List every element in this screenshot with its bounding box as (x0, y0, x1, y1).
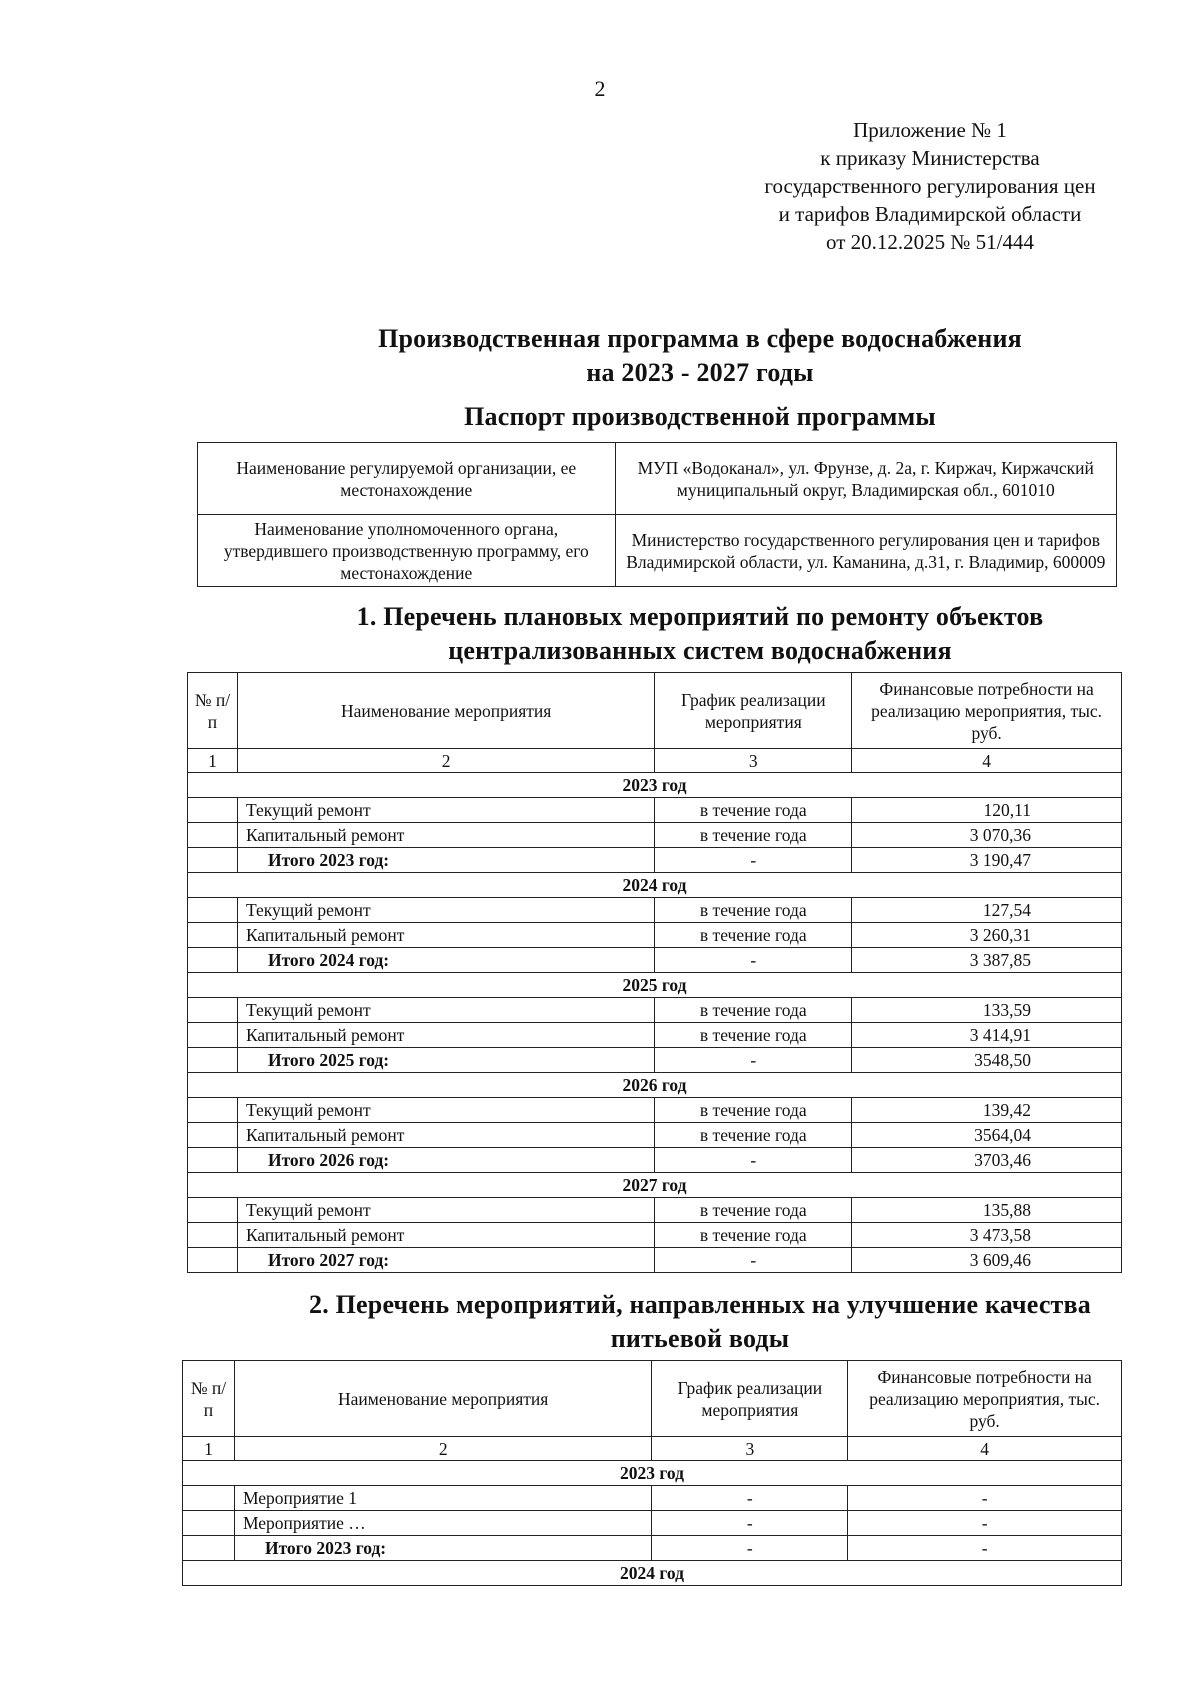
page-number: 2 (594, 76, 606, 101)
passport-table (197, 442, 1117, 587)
total-row (183, 1536, 1122, 1561)
schedule: в течение года (655, 1223, 852, 1248)
total-amount: 3 387,85 (852, 948, 1122, 973)
year-label: 2027 год (188, 1173, 1122, 1198)
schedule: - (655, 1148, 852, 1173)
amount: - (848, 1511, 1122, 1536)
passport-label: Наименование уполномоченного органа, утвердившего производственную программу, его местонахождение (198, 515, 616, 587)
year-label: 2024 год (188, 873, 1122, 898)
appendix-line: государственного регулирования цен (764, 174, 1096, 198)
total-row (188, 1048, 1122, 1073)
col-number: 4 (852, 749, 1122, 773)
activity-name: Капитальный ремонт (237, 1023, 654, 1048)
table-row (188, 1223, 1122, 1248)
total-label: Итого 2023 год: (237, 848, 654, 873)
row-number (183, 1536, 235, 1561)
year-row (183, 1461, 1122, 1486)
row-number (188, 798, 238, 823)
appendix-line: от 20.12.2025 № 51/444 (825, 230, 1035, 254)
year-label: 2024 год (183, 1561, 1122, 1586)
main-title (300, 322, 1100, 390)
col-number: 1 (188, 749, 238, 773)
total-amount: - (848, 1536, 1122, 1561)
passport-row (198, 515, 1117, 587)
year-label: 2023 год (183, 1461, 1122, 1486)
table-header-row (188, 673, 1122, 749)
total-amount: 3 609,46 (852, 1248, 1122, 1273)
year-row (188, 1073, 1122, 1098)
amount: 135,88 (852, 1198, 1122, 1223)
row-number (183, 1486, 235, 1511)
section1-title-line2: централизованных систем водоснабжения (448, 636, 952, 665)
total-row (188, 948, 1122, 973)
table-row (188, 1198, 1122, 1223)
schedule: - (655, 948, 852, 973)
total-label: Итого 2024 год: (237, 948, 654, 973)
schedule: в течение года (655, 823, 852, 848)
appendix-line: Приложение № 1 (853, 118, 1007, 142)
activity-name: Капитальный ремонт (237, 823, 654, 848)
schedule: в течение года (655, 923, 852, 948)
table-row (188, 1023, 1122, 1048)
schedule: - (652, 1536, 848, 1561)
table-row (188, 923, 1122, 948)
col-number: 3 (652, 1437, 848, 1461)
activity-name: Мероприятие … (234, 1511, 651, 1536)
section2-table (182, 1360, 1122, 1586)
passport-title: Паспорт производственной программы (464, 402, 936, 431)
row-number (188, 998, 238, 1023)
col-number: 2 (237, 749, 654, 773)
row-number (188, 1048, 238, 1073)
row-number (188, 948, 238, 973)
passport-value: МУП «Водоканал», ул. Фрунзе, д. 2а, г. Киржач, Киржачский муниципальный округ, Владимирская обл., 601010 (615, 443, 1116, 515)
table-row (183, 1486, 1122, 1511)
header-cell: График реализации мероприятия (655, 673, 852, 749)
row-number (188, 1248, 238, 1273)
total-label: Итого 2027 год: (237, 1248, 654, 1273)
schedule: в течение года (655, 1123, 852, 1148)
schedule: - (652, 1486, 848, 1511)
row-number (188, 1198, 238, 1223)
schedule: в течение года (655, 1023, 852, 1048)
schedule: в течение года (655, 998, 852, 1023)
activity-name: Мероприятие 1 (234, 1486, 651, 1511)
row-number (188, 1223, 238, 1248)
schedule: в течение года (655, 798, 852, 823)
appendix-block (720, 116, 1140, 256)
activity-name: Текущий ремонт (237, 1098, 654, 1123)
schedule: в течение года (655, 1098, 852, 1123)
header-cell: Финансовые потребности на реализацию мероприятия, тыс. руб. (848, 1361, 1122, 1437)
total-row (188, 1148, 1122, 1173)
passport-value: Министерство государственного регулирования цен и тарифов Владимирской области, ул. Каманина, д.31, г. Владимир, 600009 (615, 515, 1116, 587)
amount: 3 070,36 (852, 823, 1122, 848)
section2-title-line2: питьевой воды (610, 1324, 790, 1353)
year-label: 2025 год (188, 973, 1122, 998)
amount: 127,54 (852, 898, 1122, 923)
total-row (188, 1248, 1122, 1273)
table-row (183, 1511, 1122, 1536)
table-row (188, 998, 1122, 1023)
section2-title-line1: 2. Перечень мероприятий, направленных на улучшение качества (309, 1290, 1091, 1319)
schedule: в течение года (655, 1198, 852, 1223)
table-row (188, 798, 1122, 823)
activity-name: Текущий ремонт (237, 998, 654, 1023)
amount: 3 473,58 (852, 1223, 1122, 1248)
schedule: - (655, 1248, 852, 1273)
row-number (188, 898, 238, 923)
amount: 133,59 (852, 998, 1122, 1023)
schedule: - (655, 848, 852, 873)
appendix-line: к приказу Министерства (820, 146, 1040, 170)
schedule: в течение года (655, 898, 852, 923)
passport-row (198, 443, 1117, 515)
header-cell: № п/п (183, 1361, 235, 1437)
row-number (188, 923, 238, 948)
amount: 120,11 (852, 798, 1122, 823)
passport-label: Наименование регулируемой организации, ее местонахождение (198, 443, 616, 515)
total-row (188, 848, 1122, 873)
col-number: 2 (234, 1437, 651, 1461)
total-amount: 3703,46 (852, 1148, 1122, 1173)
total-label: Итого 2025 год: (237, 1048, 654, 1073)
table-row (188, 1123, 1122, 1148)
row-number (183, 1511, 235, 1536)
section1-table (187, 672, 1122, 1273)
column-numbers-row (188, 749, 1122, 773)
total-label: Итого 2023 год: (234, 1536, 651, 1561)
table-row (188, 1098, 1122, 1123)
header-cell: Наименование мероприятия (237, 673, 654, 749)
year-row (188, 873, 1122, 898)
header-cell: Наименование мероприятия (234, 1361, 651, 1437)
amount: 3 260,31 (852, 923, 1122, 948)
row-number (188, 1023, 238, 1048)
section1-title-line1: 1. Перечень плановых мероприятий по ремонту объектов (356, 602, 1044, 631)
amount: 3564,04 (852, 1123, 1122, 1148)
amount: 139,42 (852, 1098, 1122, 1123)
section2-title (300, 1288, 1100, 1356)
year-row (188, 773, 1122, 798)
col-number: 3 (655, 749, 852, 773)
year-label: 2023 год (188, 773, 1122, 798)
col-number: 1 (183, 1437, 235, 1461)
amount: 3 414,91 (852, 1023, 1122, 1048)
table-row (188, 823, 1122, 848)
activity-name: Капитальный ремонт (237, 1123, 654, 1148)
row-number (188, 1123, 238, 1148)
year-label: 2026 год (188, 1073, 1122, 1098)
year-row (183, 1561, 1122, 1586)
year-row (188, 1173, 1122, 1198)
schedule: - (655, 1048, 852, 1073)
activity-name: Текущий ремонт (237, 898, 654, 923)
section1-title (300, 600, 1100, 668)
row-number (188, 1148, 238, 1173)
total-amount: 3 190,47 (852, 848, 1122, 873)
row-number (188, 1098, 238, 1123)
row-number (188, 823, 238, 848)
table-row (188, 898, 1122, 923)
total-label: Итого 2026 год: (237, 1148, 654, 1173)
table-header-row (183, 1361, 1122, 1437)
column-numbers-row (183, 1437, 1122, 1461)
main-title-line1: Производственная программа в сфере водоснабжения (378, 324, 1022, 353)
appendix-line: и тарифов Владимирской области (778, 202, 1082, 226)
activity-name: Капитальный ремонт (237, 1223, 654, 1248)
activity-name: Текущий ремонт (237, 798, 654, 823)
amount: - (848, 1486, 1122, 1511)
header-cell: № п/п (188, 673, 238, 749)
col-number: 4 (848, 1437, 1122, 1461)
activity-name: Капитальный ремонт (237, 923, 654, 948)
year-row (188, 973, 1122, 998)
schedule: - (652, 1511, 848, 1536)
header-cell: Финансовые потребности на реализацию мероприятия, тыс. руб. (852, 673, 1122, 749)
main-title-line2: на 2023 - 2027 годы (586, 358, 814, 387)
total-amount: 3548,50 (852, 1048, 1122, 1073)
row-number (188, 848, 238, 873)
activity-name: Текущий ремонт (237, 1198, 654, 1223)
header-cell: График реализации мероприятия (652, 1361, 848, 1437)
